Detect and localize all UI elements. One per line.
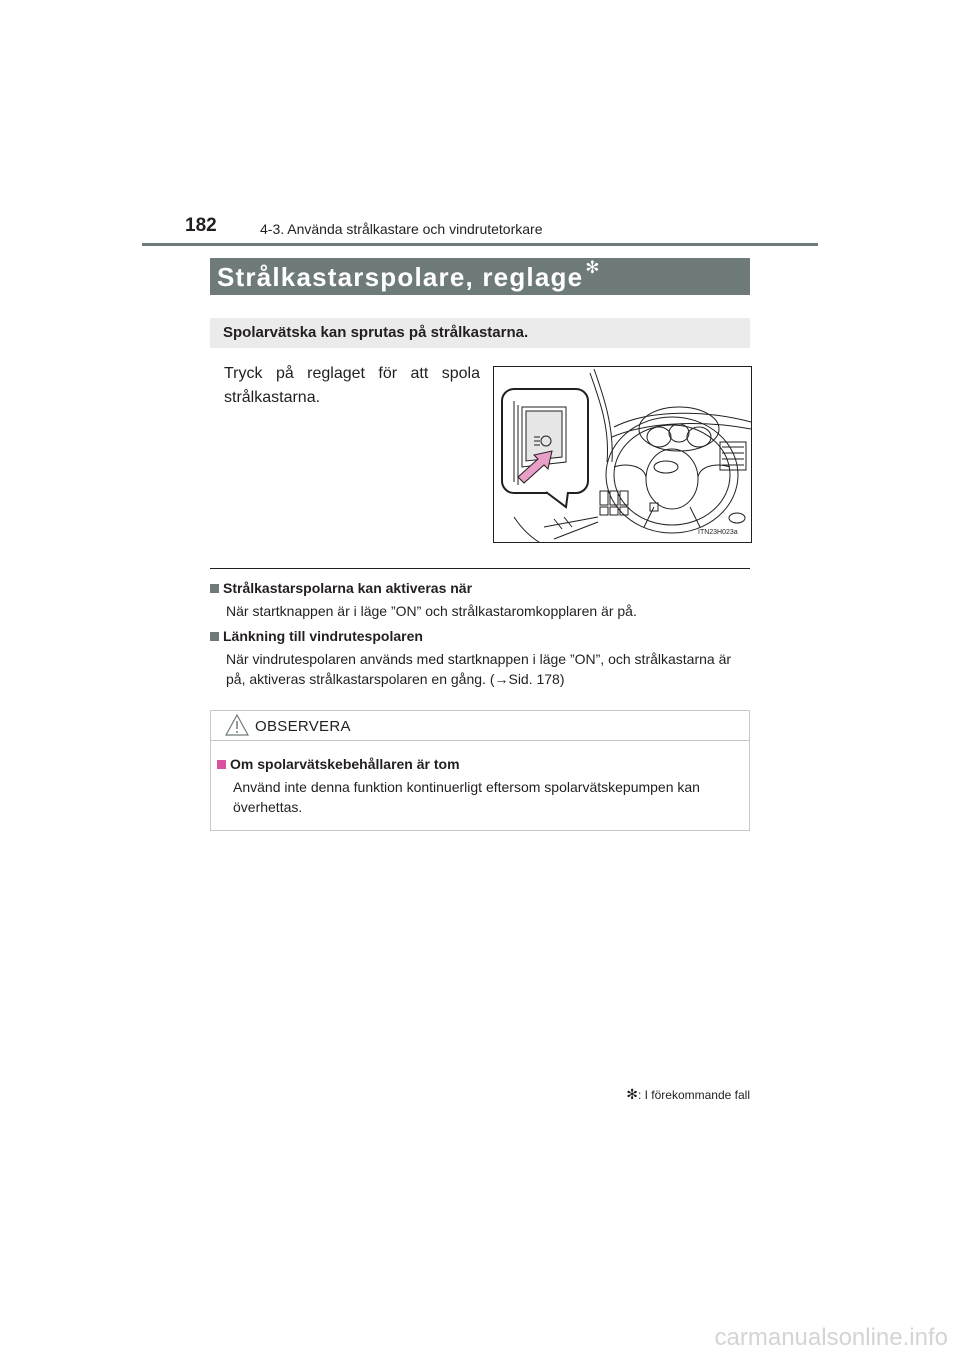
footnote bbox=[626, 1086, 750, 1103]
dashboard-drawing bbox=[494, 367, 751, 542]
note-body: När startknappen är i läge ”ON” och strålkastaromkopplaren är på. bbox=[226, 603, 637, 619]
subtitle-bar bbox=[210, 318, 750, 348]
bullet-square-icon bbox=[210, 632, 219, 641]
caution-title: OBSERVERA bbox=[255, 718, 351, 735]
note-heading bbox=[210, 579, 750, 597]
caution-square-icon bbox=[217, 760, 226, 769]
title-star-icon: ✻ bbox=[585, 258, 601, 277]
page-number: 182 bbox=[185, 215, 217, 236]
subtitle: Spolarvätska kan sprutas på strålkastarna. bbox=[223, 324, 529, 341]
caution-header bbox=[211, 711, 749, 741]
title-label: Strålkastarspolare, reglage bbox=[217, 262, 584, 292]
title-bar bbox=[210, 258, 750, 295]
headlight-washer-illustration bbox=[493, 366, 752, 543]
caution-heading-text: Om spolarvätskebehållaren är tom bbox=[230, 756, 460, 772]
caution-heading bbox=[217, 755, 743, 773]
note-heading-text: Strålkastarspolarna kan aktiveras när bbox=[223, 580, 473, 596]
header-rule bbox=[142, 243, 818, 246]
section-reference: 4-3. Använda strålkastare och vindrutetorkare bbox=[260, 221, 543, 237]
caution-content bbox=[217, 755, 743, 817]
section-divider bbox=[210, 568, 750, 569]
watermark: carmanualsonline.info bbox=[714, 1324, 948, 1351]
caution-body: Använd inte denna funktion kontinuerligt eftersom spolarvätskepumpen kan överhettas. bbox=[233, 779, 700, 815]
note-heading-text: Länkning till vindrutespolaren bbox=[223, 628, 423, 644]
figure-code: ITN23H023a bbox=[698, 529, 738, 536]
note-body: När vindrutespolaren används med startknappen i läge ”ON”, och strålkastarna är på, aktiveras strålkastarspolaren en gång. (→Sid. 178) bbox=[226, 651, 732, 687]
footnote-star-icon: ✻ bbox=[626, 1086, 638, 1102]
intro-text: Tryck på reglaget för att spola strålkastarna. bbox=[224, 365, 480, 406]
warning-triangle-icon bbox=[225, 714, 249, 736]
note-linking bbox=[210, 627, 750, 689]
bullet-square-icon bbox=[210, 584, 219, 593]
footnote-text: : I förekommande fall bbox=[637, 1088, 750, 1102]
note-heading bbox=[210, 627, 750, 645]
note-activation bbox=[210, 579, 750, 621]
caution-box bbox=[210, 710, 750, 831]
page-title bbox=[217, 258, 601, 293]
